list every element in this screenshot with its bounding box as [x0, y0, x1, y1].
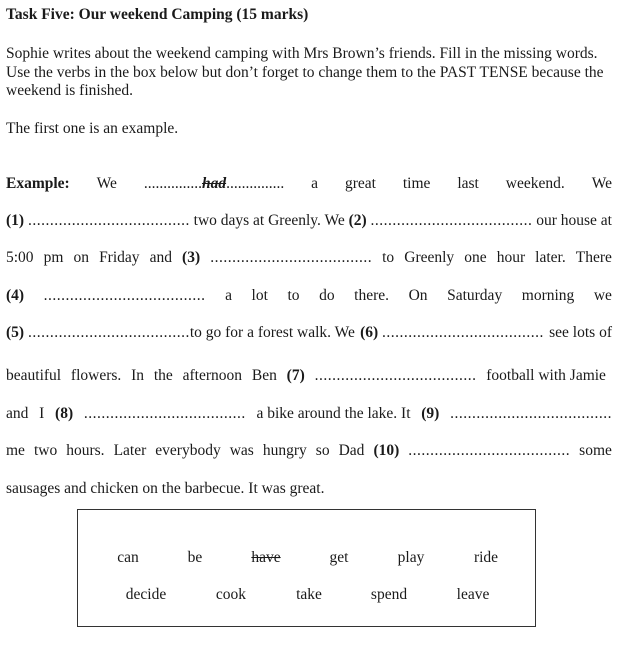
- word: the: [153, 367, 173, 384]
- word: me: [6, 442, 25, 459]
- blank-number-4: (4): [6, 287, 25, 304]
- blank-number-5: (5): [6, 324, 25, 341]
- word: morning: [521, 287, 575, 304]
- word: 5:00: [6, 249, 34, 266]
- passage-line-1: [6, 175, 612, 195]
- text-fragment: football with Jamie: [486, 367, 606, 384]
- passage-line-5: [6, 324, 612, 344]
- word: Ben: [251, 367, 277, 384]
- verb-get: get: [329, 549, 349, 566]
- word: great: [344, 175, 376, 192]
- blank-number-2: (2): [348, 212, 367, 229]
- blank-number-3: (3): [182, 249, 201, 266]
- word: last: [457, 175, 479, 192]
- verb-have-crossed-out: have: [251, 549, 281, 566]
- example-answer: had: [201, 175, 227, 192]
- verb-play: play: [397, 549, 425, 566]
- word: Dad: [338, 442, 365, 459]
- word: hours.: [66, 442, 105, 459]
- example-answer-slot: ...............had...............: [143, 175, 285, 192]
- blank-number-6: (6): [360, 324, 379, 341]
- blank-7[interactable]: .....................................: [314, 367, 477, 384]
- verb-box: [77, 509, 536, 627]
- blank-8[interactable]: .....................................: [83, 405, 246, 422]
- blank-number-9: (9): [421, 405, 440, 422]
- passage-line-3: [6, 249, 612, 269]
- blank-number-10: (10): [373, 442, 400, 459]
- verb-cook: cook: [215, 586, 247, 603]
- blank-10[interactable]: .....................................: [408, 442, 571, 459]
- text-fragment: sausages and chicken on the barbecue. It was great.: [6, 480, 325, 497]
- text-fragment: to go for a forest walk. We: [189, 324, 355, 341]
- example-note: The first one is an example.: [6, 120, 179, 137]
- word: on: [73, 249, 89, 266]
- blank-3[interactable]: .....................................: [210, 249, 373, 266]
- text-fragment: see lots of: [549, 324, 612, 341]
- word: hungry: [262, 442, 307, 459]
- blank-6[interactable]: .....................................: [382, 324, 544, 341]
- passage-line-6: [6, 367, 612, 387]
- word: a: [311, 175, 319, 192]
- word: everybody: [155, 442, 221, 459]
- word: There: [575, 249, 612, 266]
- word: On: [408, 287, 428, 304]
- example-label: Example:: [6, 175, 70, 192]
- word: there.: [354, 287, 390, 304]
- blank-1[interactable]: .....................................: [27, 212, 190, 229]
- word: pm: [43, 249, 64, 266]
- word: Greenly: [404, 249, 455, 266]
- verb-spend: spend: [370, 586, 408, 603]
- word: to: [382, 249, 395, 266]
- blank-number-7: (7): [286, 367, 305, 384]
- word: lot: [251, 287, 268, 304]
- word: weekend.: [505, 175, 565, 192]
- passage-line-7: [6, 405, 612, 425]
- passage-line-8: [6, 442, 612, 462]
- word: Saturday: [447, 287, 503, 304]
- word: beautiful: [6, 367, 62, 384]
- word: do: [319, 287, 335, 304]
- verb-can: can: [117, 549, 139, 566]
- passage-line-4: [6, 287, 612, 307]
- verb-leave: leave: [456, 586, 490, 603]
- word: one: [464, 249, 487, 266]
- word: a: [225, 287, 232, 304]
- blank-2[interactable]: .....................................: [370, 212, 533, 229]
- blank-9[interactable]: .....................................: [450, 405, 612, 422]
- verb-take: take: [296, 586, 322, 603]
- word: I: [39, 405, 45, 422]
- word: flowers.: [70, 367, 122, 384]
- text-fragment: our house at: [536, 212, 612, 229]
- word: hour: [496, 249, 526, 266]
- blank-4[interactable]: .....................................: [43, 287, 206, 304]
- verb-be: be: [187, 549, 203, 566]
- word: and: [149, 249, 172, 266]
- word: We: [96, 175, 117, 192]
- word: so: [315, 442, 330, 459]
- blank-number-1: (1): [6, 212, 25, 229]
- instructions: Sophie writes about the weekend camping with Mrs Brown’s friends. Fill in the missing words. Use the verbs in the box below but don’t forget to change them to the PAST TENSE because the weekend is finished.: [6, 45, 604, 99]
- verb-decide: decide: [125, 586, 167, 603]
- passage-line-9: [6, 480, 612, 500]
- task-title: Task Five: Our weekend Camping (15 marks): [6, 6, 309, 23]
- blank-5[interactable]: .....................................: [27, 324, 190, 341]
- word: later.: [535, 249, 566, 266]
- word: time: [402, 175, 431, 192]
- blank-number-8: (8): [55, 405, 74, 422]
- text-fragment: two days at Greenly. We: [193, 212, 345, 229]
- word: We: [591, 175, 612, 192]
- word: two: [33, 442, 58, 459]
- text-fragment: a bike around the lake. It: [256, 405, 411, 422]
- word: afternoon: [182, 367, 243, 384]
- word: In: [131, 367, 145, 384]
- word: we: [593, 287, 612, 304]
- passage-line-2: [6, 212, 612, 232]
- verb-ride: ride: [473, 549, 499, 566]
- word: Later: [113, 442, 147, 459]
- word: some: [579, 442, 612, 459]
- word: Friday: [99, 249, 140, 266]
- word: to: [287, 287, 300, 304]
- word: was: [229, 442, 254, 459]
- word: and: [6, 405, 29, 422]
